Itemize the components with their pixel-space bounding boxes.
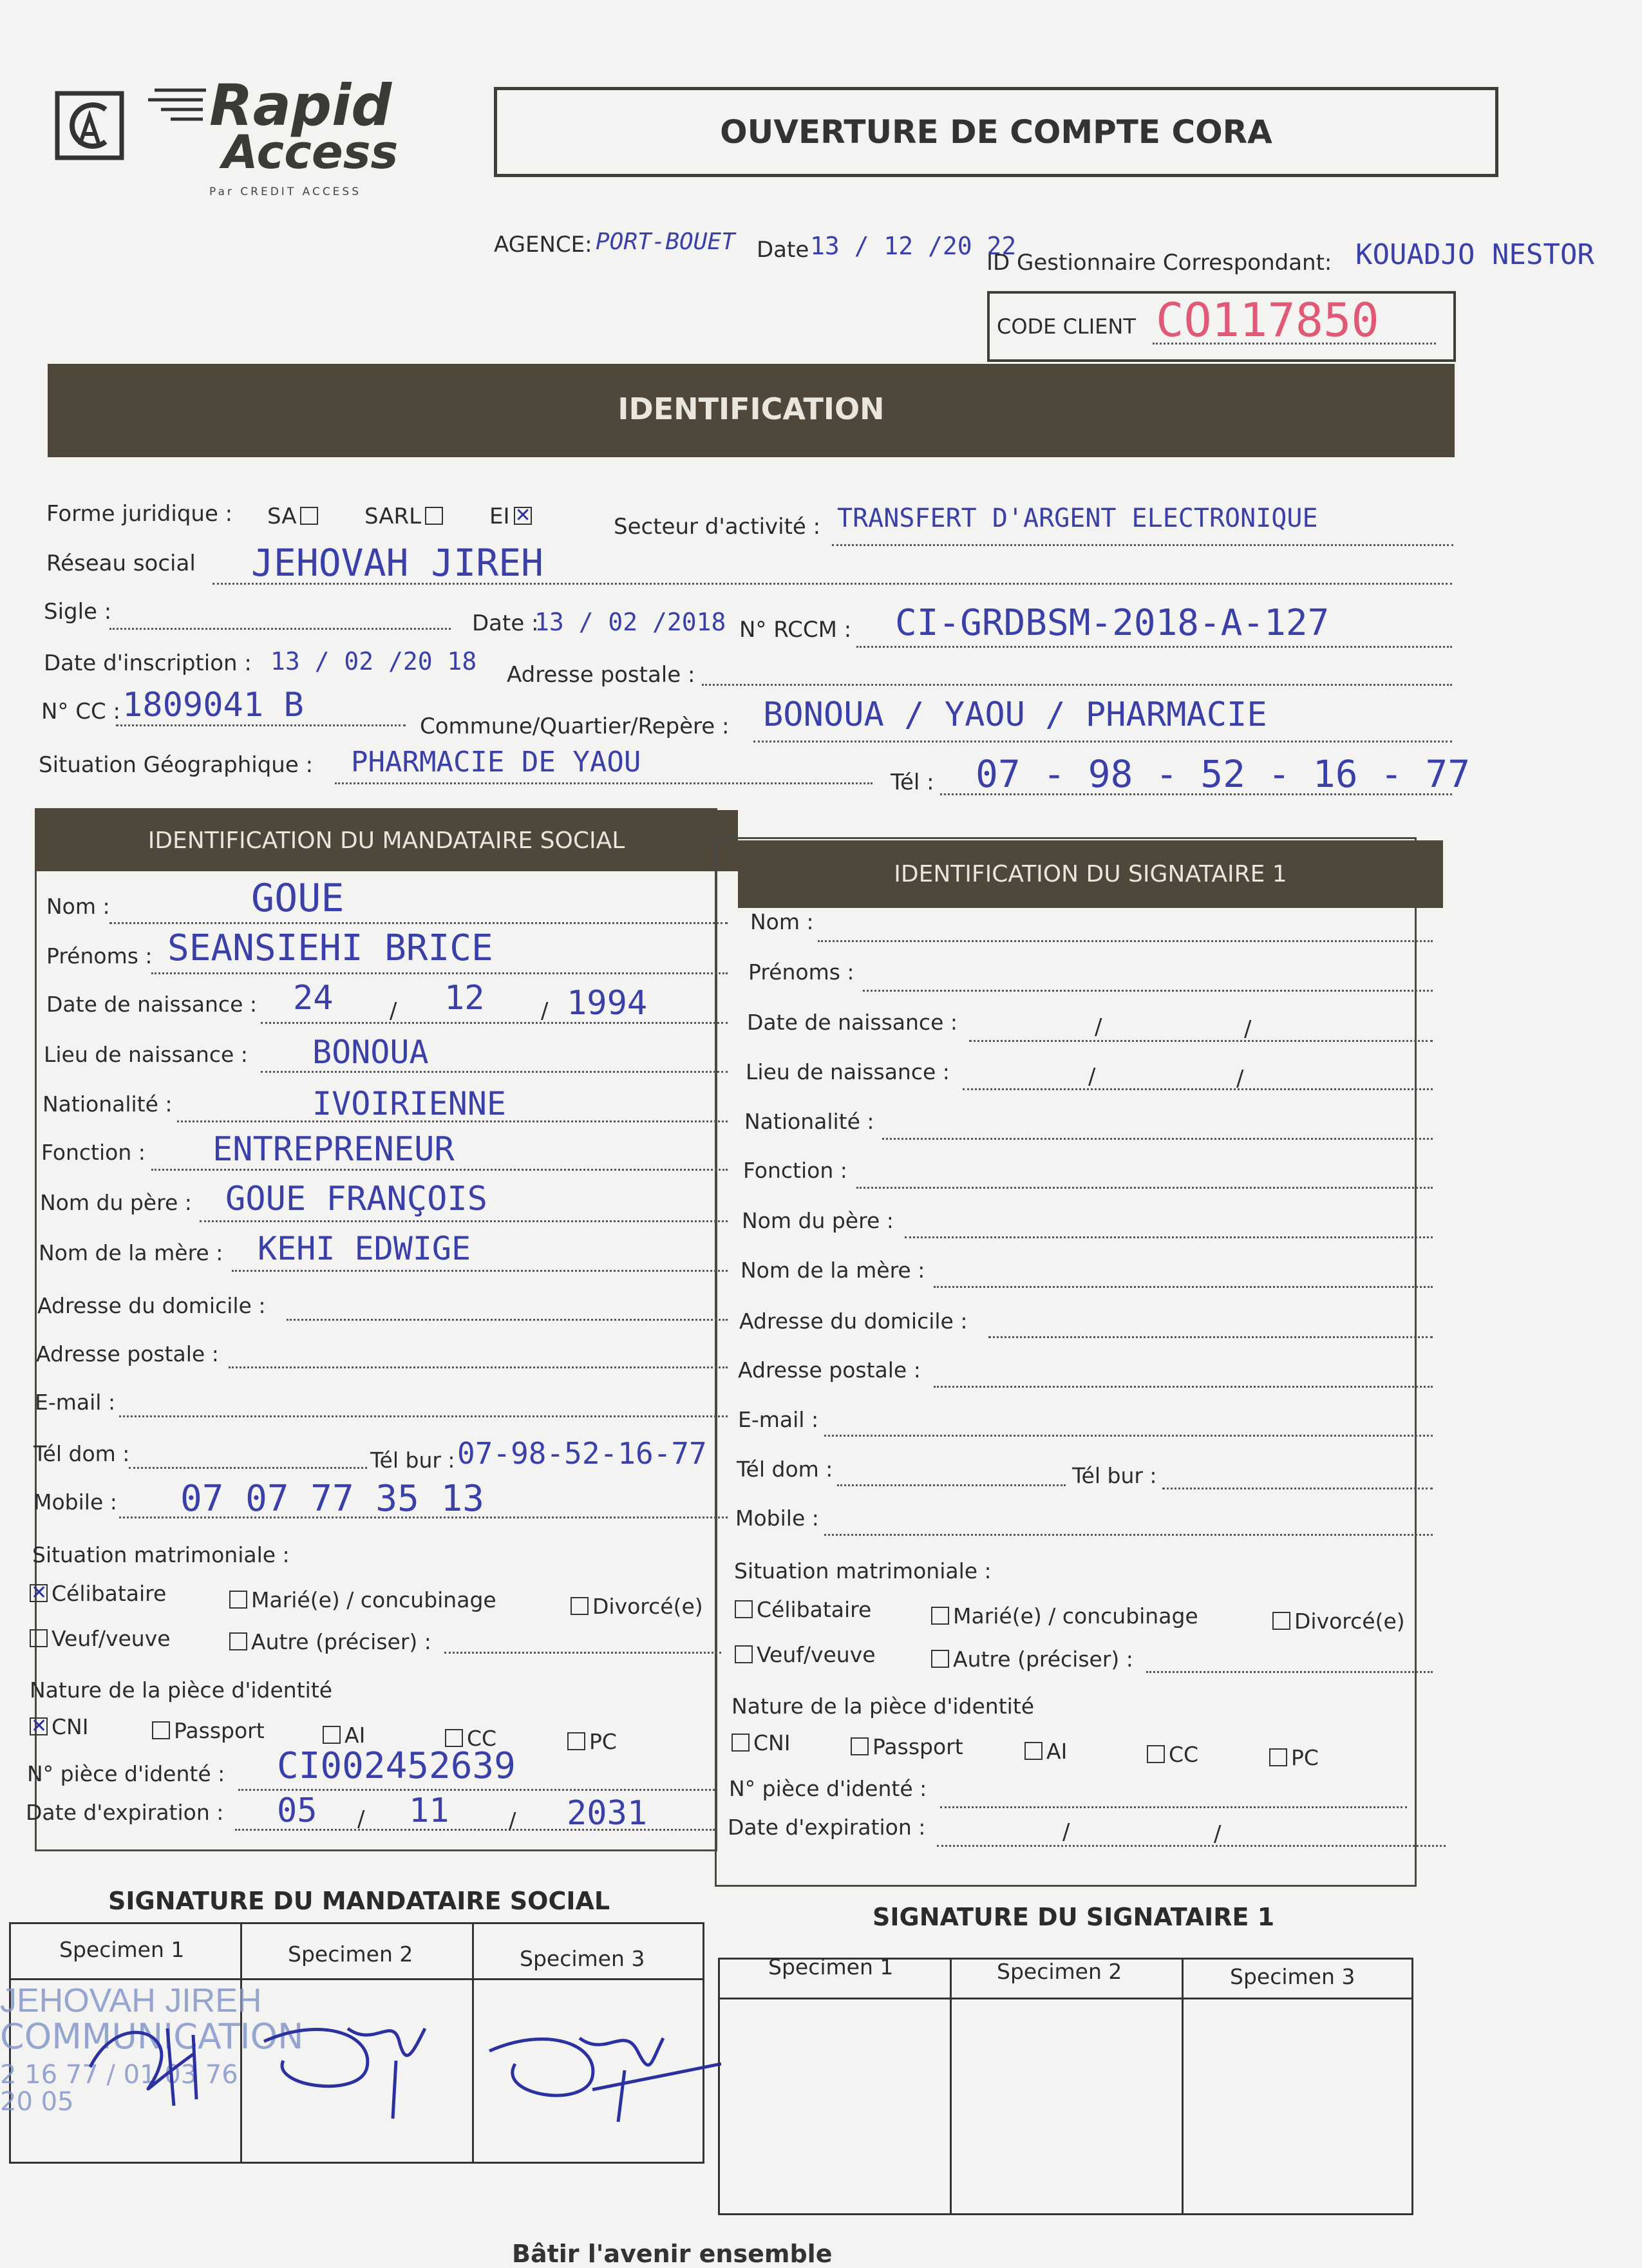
s-naissance-label: Date de naissance : (747, 1010, 958, 1035)
m-ai-label: AI (344, 1723, 366, 1748)
s-pc-checkbox[interactable] (1269, 1748, 1287, 1766)
m-prenoms-value[interactable]: SEANSIEHI BRICE (167, 927, 493, 969)
m-piece-label: Nature de la pièce d'identité (30, 1677, 333, 1703)
m-naissance-year[interactable]: 1994 (567, 984, 648, 1023)
s-veuf-option[interactable] (731, 1642, 876, 1667)
s-divorce-label: Divorcé(e) (1294, 1609, 1405, 1634)
gestionnaire-label: ID Gestionnaire Correspondant: (986, 250, 1332, 276)
m-email-line (119, 1415, 728, 1417)
sarl-label: SARL (364, 504, 422, 529)
s-naissance-line (969, 1040, 1433, 1042)
signature-specimen3 (477, 1993, 721, 2137)
stamp-line1: JEHOVAH JIREH (0, 1982, 262, 2019)
m-celib-label: Célibataire (52, 1581, 167, 1606)
s-specimen3-label: Specimen 3 (1230, 1964, 1355, 1989)
s-prenoms-label: Prénoms : (748, 959, 854, 985)
code-client-value[interactable]: CO117850 (1156, 293, 1379, 347)
m-celib-option[interactable] (26, 1581, 166, 1606)
m-num-piece-value[interactable]: CI002452639 (277, 1745, 516, 1787)
s-expiration-sep2: / (1214, 1821, 1222, 1847)
s-cni-label: CNI (753, 1730, 791, 1755)
m-domicile-line (287, 1319, 728, 1321)
reseau-label: Réseau social (46, 551, 196, 576)
s-fonction-label: Fonction : (743, 1158, 847, 1183)
m-naissance-day[interactable]: 24 (293, 979, 334, 1017)
m-veuf-checkbox[interactable] (30, 1629, 48, 1647)
s-expiration-label: Date d'expiration : (728, 1815, 926, 1840)
secteur-label: Secteur d'activité : (614, 514, 821, 540)
m-expiration-day[interactable]: 05 (277, 1791, 317, 1830)
brand-speed-lines (142, 84, 206, 135)
commune-value[interactable]: BONOUA / YAOU / PHARMACIE (763, 695, 1267, 734)
s-veuf-checkbox[interactable] (735, 1645, 753, 1663)
s-lieu-label: Lieu de naissance : (746, 1059, 950, 1084)
date2-label: Date : (472, 610, 539, 636)
m-nom-line (109, 922, 728, 924)
m-expiration-year[interactable]: 2031 (567, 1794, 648, 1833)
ei-label: EI (489, 504, 510, 529)
m-lieu-label: Lieu de naissance : (44, 1042, 248, 1067)
m-divorce-checkbox[interactable] (571, 1597, 589, 1615)
s-specimen2-label: Specimen 2 (997, 1959, 1122, 1984)
s-telbur-line (1162, 1488, 1433, 1489)
ei-checkbox[interactable] (514, 507, 532, 525)
sigle-label: Sigle : (44, 599, 112, 625)
agence-label: AGENCE: (494, 232, 592, 258)
date2-value[interactable]: 13 / 02 /2018 (534, 608, 726, 636)
m-pere-label: Nom du père : (40, 1190, 192, 1215)
m-num-piece-line (238, 1789, 715, 1791)
mandataire-specimen-divider2 (472, 1922, 474, 2164)
sarl-checkbox[interactable] (425, 507, 443, 525)
m-matrimoniale-label: Situation matrimoniale : (32, 1542, 290, 1567)
m-autre-option[interactable] (225, 1629, 431, 1654)
m-expiration-label: Date d'expiration : (26, 1800, 224, 1825)
m-celib-checkbox[interactable] (30, 1584, 48, 1602)
gestionnaire-value[interactable]: KOUADJO NESTOR (1355, 238, 1594, 271)
signataire-specimen-table (718, 1958, 1413, 2215)
signataire-banner (738, 840, 1443, 908)
s-piece-label: Nature de la pièce d'identité (731, 1694, 1035, 1719)
s-ai-label: AI (1046, 1739, 1068, 1764)
s-cc-option[interactable] (1143, 1742, 1198, 1767)
m-specimen1-label: Specimen 1 (59, 1937, 185, 1962)
m-marie-option[interactable] (225, 1587, 496, 1612)
s-email-line (824, 1435, 1433, 1437)
s-ai-option[interactable] (1021, 1739, 1067, 1764)
s-expiration-sep1: / (1062, 1819, 1070, 1845)
title-box (494, 87, 1498, 177)
signature-specimen1 (64, 1990, 258, 2134)
signataire-specimen-divider1 (950, 1958, 952, 2215)
s-postale-line (934, 1386, 1433, 1388)
footer-slogan: Bâtir l'avenir ensemble (512, 2240, 833, 2268)
s-passport-option[interactable] (847, 1734, 963, 1759)
s-cni-checkbox[interactable] (731, 1734, 750, 1752)
s-celib-label: Célibataire (757, 1597, 872, 1622)
m-ai-checkbox[interactable] (323, 1726, 341, 1744)
stamp-line3: 2 16 77 / 01 03 76 20 05 (0, 2060, 238, 2117)
s-nat-line (882, 1138, 1433, 1140)
s-fonction-line (856, 1187, 1433, 1189)
m-postale-line (229, 1366, 728, 1368)
s-pc-option[interactable] (1265, 1745, 1319, 1770)
m-specimen3-label: Specimen 3 (520, 1946, 645, 1971)
m-marie-label: Marié(e) / concubinage (251, 1587, 496, 1612)
s-marie-option[interactable] (927, 1603, 1198, 1629)
s-marie-checkbox[interactable] (931, 1607, 949, 1625)
m-naissance-sep1: / (390, 998, 397, 1024)
m-prenoms-line (151, 972, 728, 974)
m-num-piece-label: N° pièce d'identé : (27, 1761, 225, 1786)
m-pere-value[interactable]: GOUE FRANÇOIS (225, 1180, 487, 1218)
s-specimen1-label: Specimen 1 (768, 1954, 894, 1980)
m-pere-line (200, 1220, 728, 1222)
s-passport-checkbox[interactable] (851, 1737, 869, 1755)
sigle-line (109, 628, 451, 630)
s-naissance-sep2: / (1244, 1016, 1252, 1042)
s-ai-checkbox[interactable] (1024, 1742, 1043, 1760)
agence-value[interactable]: PORT-BOUET (596, 229, 735, 255)
date-label: Date (757, 237, 809, 263)
signature-specimen2 (245, 1990, 457, 2134)
s-nat-label: Nationalité : (744, 1109, 874, 1134)
s-celib-checkbox[interactable] (735, 1600, 753, 1618)
s-telbur-label: Tél bur : (1072, 1463, 1157, 1488)
m-veuf-option[interactable] (26, 1626, 171, 1651)
signataire-specimen-divider2 (1182, 1958, 1184, 2215)
m-veuf-label: Veuf/veuve (52, 1626, 171, 1651)
situation-line (335, 782, 873, 784)
m-mere-value[interactable]: KEHI EDWIGE (258, 1230, 471, 1267)
m-mere-label: Nom de la mère : (39, 1240, 223, 1265)
forme-sarl[interactable] (364, 504, 447, 529)
s-cc-checkbox[interactable] (1147, 1745, 1165, 1763)
tel-label: Tél : (891, 770, 934, 795)
logo (54, 90, 125, 161)
s-pc-label: PC (1291, 1745, 1319, 1770)
m-postale-label: Adresse postale : (36, 1341, 219, 1366)
m-ai-option[interactable] (319, 1723, 365, 1748)
m-nat-value[interactable]: IVOIRIENNE (312, 1085, 507, 1122)
m-cni-option[interactable] (26, 1714, 88, 1739)
m-expiration-sep1: / (357, 1806, 365, 1832)
m-marie-checkbox[interactable] (229, 1591, 247, 1609)
m-naissance-sep2: / (541, 998, 549, 1024)
m-pc-option[interactable] (563, 1729, 617, 1754)
identification-banner (48, 364, 1455, 457)
brand-name-line1: Rapid (209, 72, 392, 138)
secteur-value[interactable]: TRANSFERT D'ARGENT ELECTRONIQUE (837, 504, 1318, 533)
m-cni-checkbox[interactable] (30, 1717, 48, 1735)
secteur-line (832, 544, 1453, 546)
mandataire-banner (35, 810, 738, 871)
signataire-title: IDENTIFICATION DU SIGNATAIRE 1 (894, 861, 1287, 887)
commune-label: Commune/Quartier/Repère : (420, 713, 730, 739)
forme-sa[interactable] (267, 504, 322, 529)
m-domicile-label: Adresse du domicile : (37, 1293, 266, 1318)
m-telbur-value[interactable]: 07-98-52-16-77 (457, 1436, 707, 1471)
m-cc-label: CC (467, 1726, 497, 1751)
m-passport-option[interactable] (148, 1718, 265, 1743)
adresse-postale-label: Adresse postale : (507, 662, 695, 688)
signataire-signature-title: SIGNATURE DU SIGNATAIRE 1 (873, 1903, 1275, 1931)
date-value[interactable]: 13 / 12 /20 22 (810, 232, 1017, 260)
m-autre-line (444, 1652, 721, 1654)
m-fonction-label: Fonction : (41, 1140, 146, 1165)
sa-checkbox[interactable] (300, 507, 318, 525)
identification-title: IDENTIFICATION (618, 392, 885, 426)
s-num-piece-label: N° pièce d'identé : (729, 1776, 927, 1801)
m-mobile-value[interactable]: 07 07 77 35 13 (180, 1478, 485, 1520)
rccm-label: N° RCCM : (739, 617, 852, 643)
m-cni-label: CNI (52, 1714, 89, 1739)
s-mobile-line (824, 1534, 1433, 1536)
m-naissance-month[interactable]: 12 (444, 979, 485, 1017)
rccm-value[interactable]: CI-GRDBSM-2018-A-127 (895, 602, 1330, 644)
mandataire-title: IDENTIFICATION DU MANDATAIRE SOCIAL (147, 827, 625, 854)
inscription-label: Date d'inscription : (44, 650, 252, 676)
m-fonction-value[interactable]: ENTREPRENEUR (212, 1130, 455, 1169)
s-lieu-sep1: / (1088, 1064, 1096, 1090)
signataire-specimen-header-line (718, 1998, 1413, 1999)
s-teldom-line (837, 1484, 1066, 1486)
s-teldom-label: Tél dom : (737, 1457, 833, 1482)
s-lieu-sep2: / (1236, 1066, 1244, 1091)
s-passport-label: Passport (873, 1734, 963, 1759)
m-pc-label: PC (589, 1729, 617, 1754)
m-nat-label: Nationalité : (42, 1091, 173, 1117)
s-veuf-label: Veuf/veuve (757, 1642, 876, 1667)
m-pc-checkbox[interactable] (567, 1732, 585, 1750)
stamp-line2: COMMUNICATION (0, 2016, 304, 2057)
s-autre-line (1146, 1671, 1433, 1673)
m-specimen2-label: Specimen 2 (288, 1942, 413, 1967)
forme-ei[interactable] (489, 504, 536, 529)
s-prenoms-line (863, 990, 1433, 992)
s-celib-option[interactable] (731, 1597, 871, 1622)
s-nom-line (818, 940, 1433, 942)
m-naissance-label: Date de naissance : (46, 992, 257, 1017)
m-divorce-label: Divorcé(e) (592, 1594, 703, 1619)
commune-line (753, 741, 1452, 742)
s-mere-line (934, 1286, 1433, 1288)
s-divorce-option[interactable] (1269, 1609, 1405, 1634)
m-teldom-line (129, 1467, 367, 1469)
m-nom-label: Nom : (46, 894, 110, 919)
s-cni-option[interactable] (728, 1730, 790, 1755)
s-mobile-label: Mobile : (735, 1506, 819, 1531)
s-autre-option[interactable] (927, 1647, 1133, 1672)
m-divorce-option[interactable] (567, 1594, 703, 1619)
page-title: OUVERTURE DE COMPTE CORA (720, 113, 1272, 151)
inscription-value[interactable]: 13 / 02 /20 18 (270, 647, 477, 676)
s-matrimoniale-label: Situation matrimoniale : (734, 1558, 992, 1583)
cc-value[interactable]: 1809041 B (122, 686, 304, 724)
s-lieu-line (963, 1088, 1433, 1090)
s-naissance-sep1: / (1095, 1014, 1102, 1040)
m-teldom-label: Tél dom : (33, 1441, 130, 1466)
s-pere-label: Nom du père : (742, 1208, 894, 1233)
brand-subtitle: Par CREDIT ACCESS (209, 185, 362, 198)
m-autre-label: Autre (préciser) : (251, 1629, 431, 1654)
s-autre-label: Autre (préciser) : (953, 1647, 1133, 1672)
s-postale-label: Adresse postale : (738, 1357, 921, 1383)
mandataire-specimen-header-line (9, 1978, 704, 1980)
m-passport-checkbox[interactable] (152, 1721, 170, 1739)
m-fonction-line (151, 1169, 728, 1171)
s-nom-label: Nom : (750, 909, 814, 934)
m-expiration-month[interactable]: 11 (409, 1791, 449, 1830)
situation-label: Situation Géographique : (39, 752, 314, 778)
m-lieu-value[interactable]: BONOUA (312, 1034, 429, 1071)
s-autre-checkbox[interactable] (931, 1650, 949, 1668)
m-email-label: E-mail : (35, 1390, 116, 1415)
m-nom-value[interactable]: GOUE (251, 876, 344, 921)
sa-label: SA (267, 504, 297, 529)
m-autre-checkbox[interactable] (229, 1632, 247, 1650)
m-mere-line (232, 1270, 728, 1272)
s-expiration-line (937, 1845, 1446, 1847)
s-marie-label: Marié(e) / concubinage (953, 1603, 1198, 1629)
s-cc-label: CC (1169, 1742, 1199, 1767)
m-cc-checkbox[interactable] (445, 1729, 463, 1747)
tel-value[interactable]: 07 - 98 - 52 - 16 - 77 (976, 752, 1471, 796)
m-expiration-sep2: / (509, 1808, 516, 1834)
m-passport-label: Passport (174, 1718, 265, 1743)
forme-juridique-label: Forme juridique : (46, 501, 233, 527)
brand-name-line2: Access (222, 125, 399, 179)
cc-label: N° CC : (41, 699, 120, 724)
reseau-value[interactable]: JEHOVAH JIREH (251, 541, 543, 585)
adresse-postale-line (702, 684, 1452, 686)
m-telbur-label: Tél bur : (370, 1448, 455, 1473)
m-prenoms-label: Prénoms : (46, 943, 153, 969)
m-mobile-label: Mobile : (33, 1489, 117, 1515)
rccm-line (856, 646, 1452, 648)
s-domicile-line (988, 1336, 1433, 1338)
s-email-label: E-mail : (738, 1407, 819, 1432)
code-client-label: CODE CLIENT (997, 314, 1136, 339)
s-pere-line (905, 1236, 1433, 1238)
situation-value[interactable]: PHARMACIE DE YAOU (351, 746, 641, 779)
m-naissance-line (261, 1022, 728, 1024)
mandataire-signature-title: SIGNATURE DU MANDATAIRE SOCIAL (108, 1887, 610, 1915)
s-divorce-checkbox[interactable] (1272, 1612, 1290, 1630)
s-domicile-label: Adresse du domicile : (739, 1309, 968, 1334)
m-lieu-line (261, 1071, 728, 1073)
s-num-piece-line (940, 1806, 1407, 1808)
cc-line (116, 724, 406, 726)
s-mere-label: Nom de la mère : (741, 1258, 925, 1283)
